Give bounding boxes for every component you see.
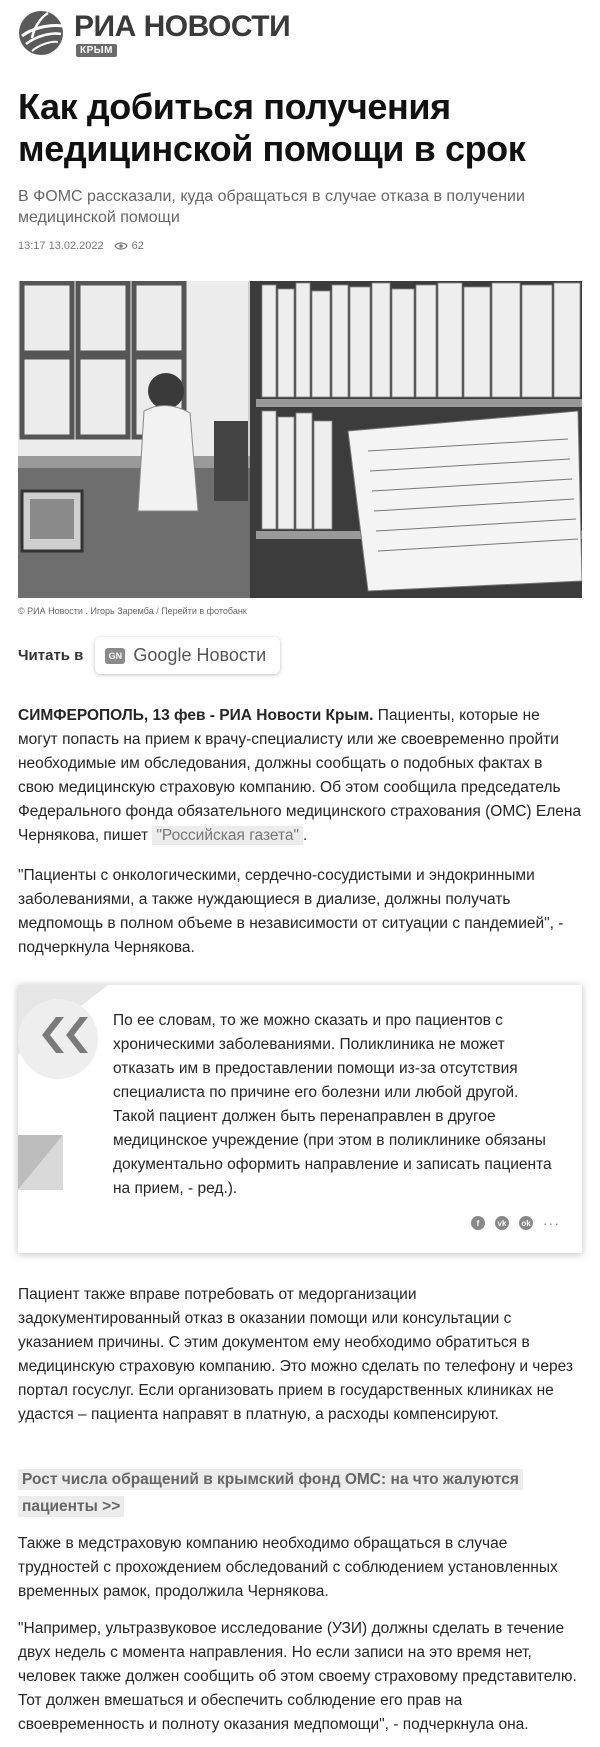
article-photo[interactable] — [18, 281, 582, 598]
region-badge: КРЫМ — [76, 44, 117, 57]
google-news-icon: GN — [105, 648, 125, 664]
quote-share-bar — [471, 1216, 560, 1230]
publish-time: 13:17 13.02.2022 — [18, 240, 104, 252]
related-article-label: Рост числа обращений в крымский фонд ОМС: на что жалуются пациенты >> — [18, 1469, 523, 1517]
article-paragraph-5: "Например, ультразвуковое исследование (УЗИ) должны сделать в течение двух недель с момента направления. Но если записи на это время нет, человек также должен сообщить об этом своему страховому представителю. Тот должен вмешаться и обеспечить соблюдение его прав на своевременность и полноту оказания медпомощи", - подчеркнула она. — [18, 1620, 577, 1733]
article-meta — [18, 240, 144, 252]
eye-icon — [114, 241, 128, 251]
read-in-block — [18, 637, 280, 674]
article-paragraph-4: Также в медстраховую компанию необходимо обращаться в случае трудностей с прохождением обследований с соблюдением установленных временных рамок, продолжила Чернякова. — [18, 1535, 558, 1600]
article-paragraph-3: Пациент также вправе потребовать от медорганизации задокументированный отказ в оказании помощи или консультации с указанием причины. С этим документом ему необходимо обратиться в медицинскую страховую компанию. Это можно сделать по телефону и через портал госуслуг. Если организовать прием в государственных клиниках не удастся – пациента направят в платную, а расходы компенсируют. — [18, 1286, 574, 1423]
source-link[interactable]: "Российская газета" — [152, 826, 303, 845]
article-subtitle: В ФОМС рассказали, куда обращаться в случае отказа в получении медицинской помощи — [18, 188, 525, 226]
article-title: Как добиться получения медицинской помощи в срок — [18, 86, 526, 169]
brand-name: РИА НОВОСТИ — [74, 10, 291, 43]
vk-share-icon[interactable]: vk — [495, 1216, 509, 1230]
quote-block — [18, 985, 582, 1253]
dateline: СИМФЕРОПОЛЬ, 13 фев - РИА Новости Крым. — [18, 707, 374, 724]
views-count: 62 — [131, 240, 144, 252]
google-news-button[interactable] — [95, 637, 280, 674]
google-news-label: Google Новости — [133, 645, 267, 665]
facebook-share-icon[interactable]: f — [471, 1216, 485, 1230]
quote-marks-icon — [40, 1015, 92, 1055]
views-counter — [114, 240, 144, 252]
globe-logo-icon — [18, 10, 64, 56]
photo-caption[interactable]: © РИА Новости . Игорь Заремба / Перейти в фотобанк — [18, 606, 247, 616]
paragraph-1-text: Пациенты, которые не могут попасть на прием к врачу-специалисту или же своевременно пройти необходимые им обследования, должны сообщать о подобных фактах в свою медицинскую страховую компанию. Об этом сообщила председатель Федерального фонда обязательного медицинского страхования (ОМС) Елена Чернякова, пишет — [18, 707, 582, 844]
related-article-link[interactable] — [18, 1466, 582, 1520]
quote-text: По ее словам, то же можно сказать и про пациентов с хроническими заболеваниями. Поликлиника не может отказать им в предоставлении помощи из-за отсутствия специалиста по причине его болезни или любой другой. Такой пациент должен быть перенаправлен в другое медицинское учреждение (при этом в поликлинике обязаны документально оформить направление и записать пациента на прием, - ред.). — [113, 1012, 552, 1197]
article-photo-image — [18, 281, 582, 598]
ok-share-icon[interactable]: ok — [519, 1216, 533, 1230]
article-paragraph-1 — [18, 704, 582, 848]
paragraph-1-end: . — [303, 827, 308, 844]
site-logo[interactable] — [18, 8, 318, 60]
article-paragraph-2: "Пациенты с онкологическими, сердечно-сосудистыми и эндокринными заболеваниями, а также нуждающиеся в диализе, должны получать медпомощь в полном объеме в независимости от ситуации с пандемией", - подчеркнула Чернякова. — [18, 867, 564, 956]
more-share-icon[interactable]: ··· — [543, 1215, 560, 1231]
read-in-label: Читать в — [18, 647, 84, 664]
